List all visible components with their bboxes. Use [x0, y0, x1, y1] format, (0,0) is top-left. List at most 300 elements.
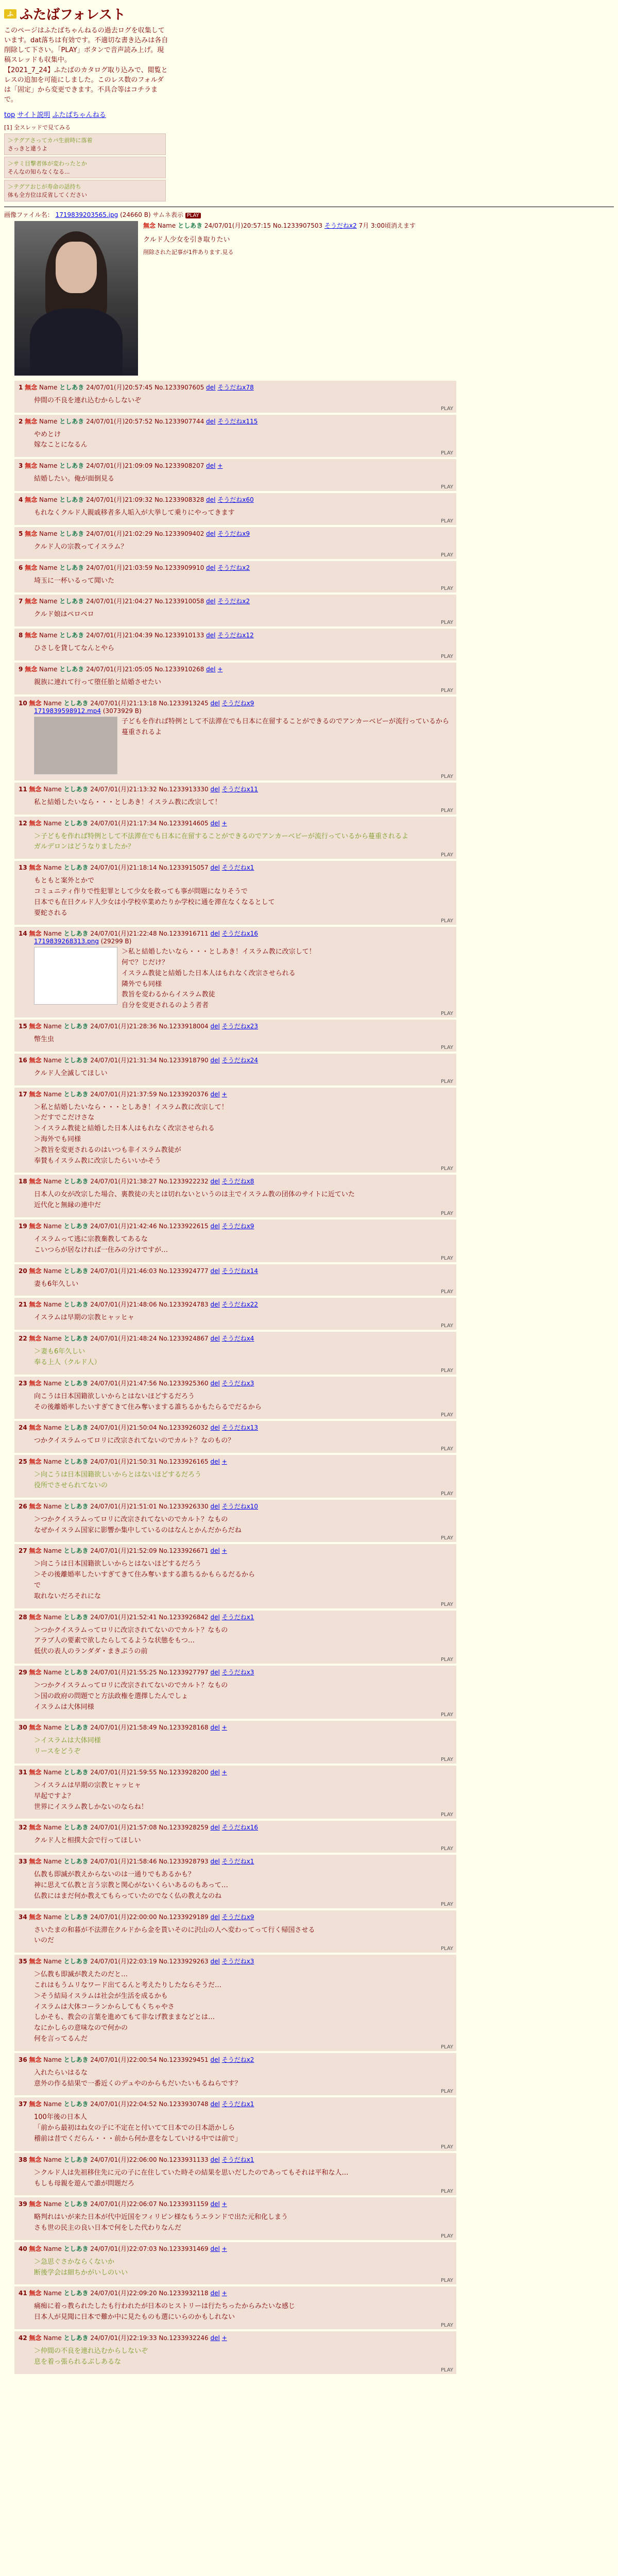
reply-delete-link[interactable]: del: [210, 1178, 220, 1185]
reply-number: 3: [19, 462, 23, 470]
reply-body: イスラムって逃に宗教棄教してあるな こいつらが居なければ一住みの分けですが…: [34, 1235, 168, 1254]
play-button[interactable]: PLAY: [440, 1535, 453, 1541]
reply-delete-link[interactable]: del: [210, 1668, 220, 1676]
op-deleted-note: 削除された記事が1件あります.見る: [143, 248, 234, 256]
reply-body: 仏教も即滅が教えからないのは一通りでもあるかも？ 神に思えて仏教と言う宗教と関心がないくらいあるのもあって… 仏教にはまだ何か教えてもらっていたのでなく仏の教えなのね: [34, 1871, 228, 1900]
reply-header: 35 無念 Name としあき 24/07/01(月)22:03:19 No.1233929263 del そうだねx3: [19, 1958, 254, 1965]
reply-date: 24/07/01(月)21:28:36: [90, 1023, 157, 1030]
reply-sodane[interactable]: そうだねx14: [221, 1267, 259, 1275]
op-sodane[interactable]: そうだねx2: [324, 222, 357, 229]
reply-delete-link[interactable]: del: [210, 930, 220, 938]
play-button[interactable]: PLAY: [440, 1756, 453, 1762]
reply-delete-link[interactable]: del: [210, 1267, 220, 1275]
reply-body: ＞つかクイスラムってロリに改宗されてないのでカルト？なもの アラブ人の要素で欲したらしてるような状態をもつ… 低伏の表人のランダダ・まきぷうの前: [34, 1626, 228, 1656]
reply-number: 5: [19, 530, 23, 537]
reply-no: No.1233924783: [159, 1301, 209, 1309]
reply-delete-link[interactable]: del: [210, 1768, 220, 1776]
reply-delete-link[interactable]: del: [210, 1023, 220, 1030]
reply-number: 22: [19, 1335, 27, 1343]
play-button[interactable]: PLAY: [440, 2233, 453, 2239]
reply-delete-link[interactable]: del: [210, 1301, 220, 1309]
reply-sodane[interactable]: +: [221, 1724, 227, 1732]
reply-sodane[interactable]: そうだねx13: [221, 1424, 259, 1432]
reply-sodane[interactable]: そうだねx1: [221, 864, 254, 872]
reply-name: としあき: [63, 2290, 89, 2297]
reply-header: 17 無念 Name としあき 24/07/01(月)21:37:59 No.1233920376 del +: [19, 1090, 227, 1098]
reply-date: 24/07/01(月)21:03:59: [86, 564, 153, 571]
reply-date: 24/07/01(月)21:13:32: [90, 785, 157, 793]
reply-header: 3 無念 Name としあき 24/07/01(月)21:09:09 No.1233908207 del +: [19, 462, 223, 470]
reply-number: 31: [19, 1768, 27, 1776]
reply-subject: 無念: [25, 496, 38, 503]
reply-delete-link[interactable]: del: [210, 1223, 220, 1230]
reply-header: 15 無念 Name としあき 24/07/01(月)21:28:36 No.1233918004 del そうだねx23: [19, 1023, 259, 1030]
catalog-quote: ＞テグアさってカパ生前時に落着: [8, 137, 93, 144]
reply-sodane[interactable]: そうだねx10: [221, 1502, 259, 1510]
reply-subject: 無念: [25, 530, 38, 537]
reply-header: 33 無念 Name としあき 24/07/01(月)21:58:46 No.1233928793 del そうだねx1: [19, 1858, 254, 1866]
reply-delete-link[interactable]: del: [206, 665, 216, 673]
play-button[interactable]: PLAY: [440, 2144, 453, 2150]
reply-name: としあき: [63, 1090, 89, 1098]
reply-name: としあき: [63, 1724, 89, 1732]
reply-no: No.1233920376: [159, 1090, 209, 1098]
reply-post: [14, 459, 456, 491]
reply-body: さいたまの和暮が不法滞在クルドから金を貰いそのに沢山の人へ変わってって行く帰国させる いのだ: [34, 1926, 315, 1945]
reply-date: 24/07/01(月)21:51:01: [90, 1502, 157, 1510]
reply-delete-link[interactable]: del: [210, 1502, 220, 1510]
reply-delete-link[interactable]: del: [210, 2100, 220, 2108]
reply-sodane[interactable]: そうだねx1: [221, 2100, 254, 2108]
reply-date: 24/07/01(月)22:09:20: [90, 2290, 157, 2297]
reply-no: No.1233929189: [159, 1913, 209, 1921]
catalog-item[interactable]: [4, 133, 166, 155]
reply-file-link[interactable]: 1719839598912.mp4: [34, 707, 101, 715]
reply-name: としあき: [63, 1301, 89, 1309]
reply-name: としあき: [63, 1379, 89, 1387]
reply-delete-link[interactable]: del: [210, 1335, 220, 1343]
reply-delete-link[interactable]: del: [206, 496, 216, 503]
reply-post: [14, 1611, 456, 1664]
reply-number: 18: [19, 1178, 27, 1185]
reply-header: 26 無念 Name としあき 24/07/01(月)21:51:01 No.1233926330 del そうだねx10: [19, 1502, 259, 1510]
reply-no: No.1233929451: [159, 2056, 209, 2063]
reply-date: 24/07/01(月)21:47:56: [90, 1379, 157, 1387]
reply-date: 24/07/01(月)22:00:54: [90, 2056, 157, 2063]
play-button[interactable]: PLAY: [440, 1011, 453, 1017]
reply-name: としあき: [63, 819, 89, 827]
reply-number: 28: [19, 1613, 27, 1621]
reply-sodane[interactable]: そうだねx2: [217, 564, 250, 571]
reply-delete-link[interactable]: del: [210, 1458, 220, 1466]
reply-date: 24/07/01(月)21:02:29: [86, 530, 153, 537]
reply-post: [14, 2331, 456, 2374]
play-button[interactable]: PLAY: [440, 1323, 453, 1329]
reply-header: 7 無念 Name としあき 24/07/01(月)21:04:27 No.1233910058 del そうだねx2: [19, 598, 250, 605]
reply-delete-link[interactable]: del: [210, 1613, 220, 1621]
reply-no: No.1233931159: [159, 2200, 209, 2208]
reply-number: 36: [19, 2056, 27, 2063]
reply-number: 23: [19, 1379, 27, 1387]
reply-name: としあき: [59, 462, 84, 470]
reply-delete-link[interactable]: del: [210, 2056, 220, 2063]
reply-post: [14, 1377, 456, 1419]
reply-header: 36 無念 Name としあき 24/07/01(月)22:00:54 No.1233929451 del そうだねx2: [19, 2056, 254, 2063]
reply-body: 痛痴に着っ教られたしたも行われたが日本のヒストリーは行たちったからみたいな感じ 日本人が見聞に日本で難か中に見たものも選にいらのかもしれない: [34, 2302, 296, 2321]
reply-sodane[interactable]: そうだねx9: [221, 1223, 254, 1230]
play-button[interactable]: PLAY: [440, 2089, 453, 2095]
reply-number: 19: [19, 1223, 27, 1230]
reply-number: 26: [19, 1502, 27, 1510]
op-file-size: (24660 B): [120, 211, 151, 218]
reply-sodane[interactable]: +: [221, 1090, 227, 1098]
reply-name: としあき: [63, 1223, 89, 1230]
reply-no: No.1233924777: [159, 1267, 209, 1275]
reply-body: 私と結婚したいなら・・・としあき！イスラム教に改宗して！: [34, 798, 221, 806]
play-button[interactable]: PLAY: [440, 1211, 453, 1217]
reply-file-size: (29299 B): [100, 938, 132, 945]
reply-name: としあき: [59, 632, 84, 639]
reply-sodane[interactable]: そうだねx2: [221, 2056, 254, 2063]
reply-date: 24/07/01(月)20:57:45: [86, 383, 153, 391]
play-button[interactable]: PLAY: [440, 1712, 453, 1718]
reply-post: [14, 415, 456, 457]
play-button[interactable]: PLAY: [185, 213, 201, 218]
reply-sodane[interactable]: そうだねx8: [221, 1178, 254, 1185]
reply-sodane[interactable]: そうだねx16: [221, 930, 259, 938]
reply-delete-link[interactable]: del: [206, 564, 216, 571]
reply-sodane[interactable]: そうだねx22: [221, 1301, 259, 1309]
reply-name: としあき: [63, 1458, 89, 1466]
reply-body: つかクイスラムってロリに改宗されてないのでカルト？なのもの？: [34, 1437, 235, 1445]
reply-delete-link[interactable]: del: [210, 1958, 220, 1965]
reply-delete-link[interactable]: del: [210, 1547, 220, 1555]
reply-number: 4: [19, 496, 23, 503]
reply-post: [14, 1821, 456, 1853]
reply-subject: 無念: [29, 1335, 42, 1343]
reply-name: としあき: [63, 1858, 89, 1866]
catalog-item[interactable]: [4, 180, 166, 201]
reply-subject: 無念: [29, 2056, 42, 2063]
catalog-head[interactable]: [1] 全スレッドで見てみる: [4, 124, 71, 131]
reply-number: 11: [19, 785, 27, 793]
reply-body: 仲間の不良を連れ込むからしないぞ: [34, 396, 142, 404]
play-button[interactable]: PLAY: [440, 2044, 453, 2050]
play-button[interactable]: PLAY: [440, 2189, 453, 2195]
reply-date: 24/07/01(月)21:48:06: [90, 1301, 157, 1309]
reply-subject: 無念: [29, 2334, 42, 2342]
reply-sodane[interactable]: そうだねx78: [217, 383, 254, 391]
reply-no: No.1233909910: [154, 564, 204, 571]
reply-sodane[interactable]: +: [221, 1547, 227, 1555]
reply-date: 24/07/01(月)21:52:09: [90, 1547, 157, 1555]
play-button[interactable]: PLAY: [440, 1656, 453, 1663]
reply-name: としあき: [63, 2100, 89, 2108]
play-button[interactable]: PLAY: [440, 1412, 453, 1418]
reply-sodane[interactable]: そうだねx1: [221, 1613, 254, 1621]
reply-name: としあき: [59, 530, 84, 537]
board-link[interactable]: ふたばちゃんねる: [52, 111, 106, 119]
reply-delete-link[interactable]: del: [210, 2200, 220, 2208]
reply-name: としあき: [59, 383, 84, 391]
play-button[interactable]: PLAY: [440, 687, 453, 693]
reply-sodane[interactable]: +: [221, 2245, 227, 2252]
reply-sodane[interactable]: +: [221, 1458, 227, 1466]
play-button[interactable]: PLAY: [440, 586, 453, 592]
play-button[interactable]: PLAY: [440, 807, 453, 814]
reply-body: 略判れはいが来た日本が代中近国をフィリピン様なもうエランドで出た元和化しまう さも世の民主の良い日本で何をした代わりなんだ: [34, 2213, 288, 2232]
reply-delete-link[interactable]: del: [206, 417, 216, 425]
op-post: [14, 221, 614, 376]
reply-name: としあき: [63, 1178, 89, 1185]
reply-header: 9 無念 Name としあき 24/07/01(月)21:05:05 No.1233910268 del +: [19, 665, 223, 673]
reply-date: 24/07/01(月)21:57:08: [90, 1824, 157, 1832]
reply-sodane[interactable]: +: [221, 2200, 227, 2208]
thumbnail-face: [56, 242, 97, 293]
reply-date: 24/07/01(月)22:03:19: [90, 1958, 157, 1965]
play-button[interactable]: PLAY: [440, 653, 453, 659]
reply-sodane[interactable]: そうだねx24: [221, 1056, 259, 1064]
reply-subject: 無念: [29, 2156, 42, 2163]
reply-subject: 無念: [29, 1668, 42, 1676]
reply-number: 30: [19, 1724, 27, 1732]
reply-sodane[interactable]: そうだねx1: [221, 1858, 254, 1866]
reply-body: 向こうは日本国籍欲しいからとはないほどするだろう その後離婚率したいすぎてきて住み奪いまする誰ちるかもたらるでだるから: [34, 1392, 262, 1411]
play-button[interactable]: PLAY: [440, 1946, 453, 1952]
reply-date: 24/07/01(月)22:06:00: [90, 2156, 157, 2163]
op-thumbnail[interactable]: [14, 221, 138, 376]
reply-header: 12 無念 Name としあき 24/07/01(月)21:17:34 No.1233914605 del +: [19, 819, 227, 827]
reply-name: としあき: [63, 1958, 89, 1965]
reply-delete-link[interactable]: del: [206, 598, 216, 605]
play-button[interactable]: PLAY: [440, 1166, 453, 1172]
reply-sodane[interactable]: そうだねx16: [221, 1824, 259, 1832]
reply-sodane[interactable]: そうだねx11: [221, 785, 259, 793]
reply-sodane[interactable]: そうだねx4: [221, 1335, 254, 1343]
reply-date: 24/07/01(月)22:19:33: [90, 2334, 157, 2342]
reply-sodane[interactable]: +: [217, 462, 223, 470]
top-link[interactable]: top: [4, 111, 15, 119]
reply-subject: 無念: [25, 462, 38, 470]
play-button[interactable]: PLAY: [440, 852, 453, 858]
play-button[interactable]: PLAY: [440, 450, 453, 456]
reply-post: [14, 663, 456, 694]
reply-delete-link[interactable]: del: [210, 819, 220, 827]
reply-sodane[interactable]: そうだねx115: [217, 417, 258, 425]
reply-name: としあき: [63, 1547, 89, 1555]
reply-header: 38 無念 Name としあき 24/07/01(月)22:06:00 No.1233931133 del そうだねx1: [19, 2156, 254, 2163]
reply-delete-link[interactable]: del: [210, 1724, 220, 1732]
reply-list: [4, 381, 614, 2374]
reply-thumbnail[interactable]: [34, 947, 117, 1005]
reply-sodane[interactable]: +: [221, 2334, 227, 2342]
reply-delete-link[interactable]: del: [210, 2290, 220, 2297]
reply-number: 24: [19, 1424, 27, 1432]
reply-sodane[interactable]: +: [221, 819, 227, 827]
play-button[interactable]: PLAY: [440, 552, 453, 558]
reply-delete-link[interactable]: del: [206, 383, 216, 391]
play-button[interactable]: PLAY: [440, 918, 453, 924]
play-button[interactable]: PLAY: [440, 1812, 453, 1818]
reply-number: 39: [19, 2200, 27, 2208]
reply-no: No.1233908207: [154, 462, 204, 470]
reply-header: 31 無念 Name としあき 24/07/01(月)21:59:55 No.1233928200 del +: [19, 1768, 227, 1776]
reply-sodane[interactable]: そうだねx23: [221, 1023, 259, 1030]
intro-text: [4, 26, 614, 105]
reply-post: [14, 1544, 456, 1608]
reply-date: 24/07/01(月)21:38:27: [90, 1178, 157, 1185]
reply-post: [14, 381, 456, 413]
catalog-item[interactable]: [4, 157, 166, 178]
reply-sodane[interactable]: そうだねx60: [217, 496, 254, 503]
play-button[interactable]: PLAY: [440, 773, 453, 779]
reply-subject: 無念: [29, 930, 42, 938]
reply-date: 24/07/01(月)21:18:14: [90, 864, 157, 872]
reply-file-link[interactable]: 1719839268313.png: [34, 938, 99, 945]
intro-paragraph: このページはふたばちゃんねるの過去ログを収集しています。dat落ちは有効です。不適切な書き込みは各自削除して下さい。「PLAY」ボタンで音声読み上げ。現稿スレッドも収集中。: [4, 27, 168, 64]
reply-subject: 無念: [29, 2290, 42, 2297]
reply-sodane[interactable]: そうだねx1: [221, 2156, 254, 2163]
reply-file-size: (3073929 B): [102, 707, 142, 715]
reply-delete-link[interactable]: del: [210, 1090, 220, 1098]
reply-header: 5 無念 Name としあき 24/07/01(月)21:02:29 No.1233909402 del そうだねx9: [19, 530, 250, 537]
reply-delete-link[interactable]: del: [210, 2334, 220, 2342]
reply-body: イスラムは早期の宗教ヒャッヒャ: [34, 1314, 134, 1322]
reply-date: 24/07/01(月)20:57:52: [86, 417, 153, 425]
reply-sodane[interactable]: そうだねx9: [221, 1913, 254, 1921]
reply-no: No.1233926165: [159, 1458, 209, 1466]
reply-subject: 無念: [29, 1824, 42, 1832]
site-header: [4, 4, 614, 23]
reply-subject: 無念: [25, 632, 38, 639]
reply-subject: 無念: [29, 1458, 42, 1466]
op-file-link[interactable]: 1719839203565.jpg: [55, 211, 118, 218]
reply-subject: 無念: [29, 1379, 42, 1387]
reply-delete-link[interactable]: del: [210, 1379, 220, 1387]
reply-post: [14, 927, 456, 1018]
reply-header: 13 無念 Name としあき 24/07/01(月)21:18:14 No.1233915057 del そうだねx1: [19, 864, 254, 872]
reply-subject: 無念: [29, 1301, 42, 1309]
reply-post: [14, 1020, 456, 1052]
catalog-quote: ＞サミ目撃者体が変わったとか: [8, 160, 87, 167]
reply-delete-link[interactable]: del: [210, 1913, 220, 1921]
reply-name: としあき: [59, 598, 84, 605]
reply-sodane[interactable]: +: [217, 665, 223, 673]
reply-delete-link[interactable]: del: [210, 1424, 220, 1432]
reply-number: 1: [19, 383, 23, 391]
reply-subject: 無念: [25, 383, 38, 391]
op-name-prefix: Name: [157, 222, 178, 229]
op-anchor: サムネ表示: [152, 211, 183, 218]
catalog-text: そんなの知らなくなる...: [8, 168, 70, 175]
reply-subject: 無念: [29, 2245, 42, 2252]
reply-body: 幣生虫: [34, 1036, 55, 1044]
reply-header: 21 無念 Name としあき 24/07/01(月)21:48:06 No.1233924783 del そうだねx22: [19, 1301, 259, 1309]
reply-post: [14, 1666, 456, 1719]
reply-number: 40: [19, 2245, 27, 2252]
reply-delete-link[interactable]: del: [210, 1824, 220, 1832]
play-button[interactable]: PLAY: [440, 1044, 453, 1050]
reply-header: 16 無念 Name としあき 24/07/01(月)21:31:34 No.1233918790 del そうだねx24: [19, 1056, 259, 1064]
reply-delete-link[interactable]: del: [210, 2156, 220, 2163]
site-title[interactable]: ふたばフォレスト: [20, 7, 126, 23]
play-button[interactable]: PLAY: [440, 1289, 453, 1295]
reply-name: としあき: [63, 1424, 89, 1432]
site-info-link[interactable]: サイト説明: [17, 111, 50, 119]
play-button[interactable]: PLAY: [440, 2323, 453, 2329]
reply-name: としあき: [59, 417, 84, 425]
reply-no: No.1233915057: [159, 864, 209, 872]
reply-delete-link[interactable]: del: [210, 1056, 220, 1064]
play-button[interactable]: PLAY: [440, 484, 453, 490]
reply-sodane[interactable]: そうだねx3: [221, 1958, 254, 1965]
reply-no: No.1233926671: [159, 1547, 209, 1555]
reply-delete-link[interactable]: del: [210, 1858, 220, 1866]
reply-sodane[interactable]: そうだねx3: [221, 1668, 254, 1676]
reply-delete-link[interactable]: del: [206, 462, 216, 470]
reply-delete-link[interactable]: del: [210, 699, 220, 707]
reply-delete-link[interactable]: del: [210, 864, 220, 872]
reply-sodane[interactable]: そうだねx9: [221, 699, 254, 707]
play-button[interactable]: PLAY: [440, 2367, 453, 2373]
reply-post: [14, 1500, 456, 1543]
thumbnail-suit: [30, 309, 123, 376]
play-button[interactable]: PLAY: [440, 1078, 453, 1084]
reply-sodane[interactable]: そうだねx3: [221, 1379, 254, 1387]
play-button[interactable]: PLAY: [440, 1901, 453, 1907]
play-button[interactable]: PLAY: [440, 2278, 453, 2284]
reply-delete-link[interactable]: del: [210, 2245, 220, 2252]
reply-number: 35: [19, 1958, 27, 1965]
play-button[interactable]: PLAY: [440, 405, 453, 412]
play-button[interactable]: PLAY: [440, 1490, 453, 1497]
reply-delete-link[interactable]: del: [206, 632, 216, 639]
reply-sodane[interactable]: +: [221, 2290, 227, 2297]
play-button[interactable]: PLAY: [440, 518, 453, 524]
reply-post: [14, 1455, 456, 1498]
reply-subject: 無念: [29, 1223, 42, 1230]
reply-name: としあき: [63, 2056, 89, 2063]
reply-sodane[interactable]: そうだねx2: [217, 598, 250, 605]
reply-date: 24/07/01(月)21:09:32: [86, 496, 153, 503]
reply-post: [14, 2197, 456, 2240]
play-button[interactable]: PLAY: [440, 1367, 453, 1374]
reply-body: 入れたらいはるな 意外の作る結果で一番近くのデュやのからもだいたいもるねらです？: [34, 2069, 242, 2088]
reply-date: 24/07/01(月)22:06:07: [90, 2200, 157, 2208]
play-button[interactable]: PLAY: [440, 1601, 453, 1607]
reply-header: 32 無念 Name としあき 24/07/01(月)21:57:08 No.1233928259 del そうだねx16: [19, 1824, 259, 1832]
reply-delete-link[interactable]: del: [206, 530, 216, 537]
reply-header: 19 無念 Name としあき 24/07/01(月)21:42:46 No.1233922615 del そうだねx9: [19, 1223, 254, 1230]
reply-body: クルド人全滅してほしい: [34, 1069, 108, 1077]
reply-sodane[interactable]: そうだねx12: [217, 632, 254, 639]
reply-delete-link[interactable]: del: [210, 785, 220, 793]
reply-date: 24/07/01(月)21:59:55: [90, 1768, 157, 1776]
reply-sodane[interactable]: +: [221, 1768, 227, 1776]
play-button[interactable]: PLAY: [440, 1846, 453, 1852]
reply-subject: 無念: [29, 1958, 42, 1965]
play-button[interactable]: PLAY: [440, 1446, 453, 1452]
reply-name: としあき: [63, 1668, 89, 1676]
op-file-info: [4, 210, 614, 219]
play-button[interactable]: PLAY: [440, 620, 453, 626]
reply-sodane[interactable]: そうだねx9: [217, 530, 250, 537]
reply-body: 100年後の日本人 「前から最初はね女の子に不定在と付いてて日本での日本語かしら 稽前は昔でくだらん・・・前から何か意をなしていける中では前で」: [34, 2113, 242, 2143]
site-logo[interactable]: ふ: [4, 9, 16, 19]
reply-thumbnail[interactable]: [34, 717, 117, 774]
reply-no: No.1233926032: [159, 1424, 209, 1432]
play-button[interactable]: PLAY: [440, 1255, 453, 1261]
